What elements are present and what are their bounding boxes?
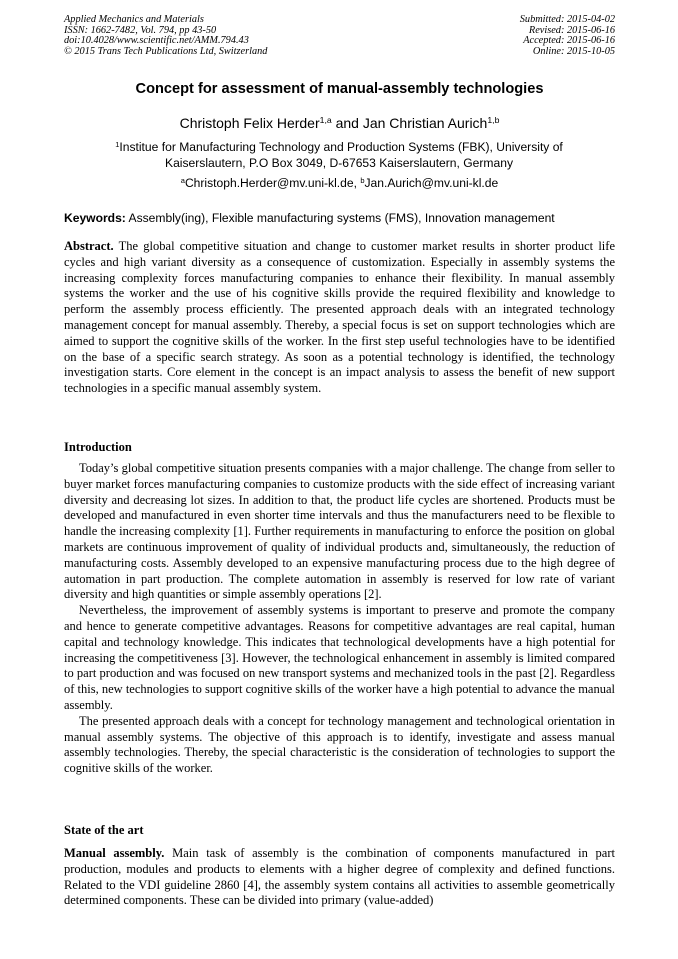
affiliation-text: Institue for Manufacturing Technology and Production Systems (FBK), University of Kaiserslautern, P.O Box 3049, D-67653 Kaiserslautern, Germany bbox=[119, 140, 563, 170]
affiliation-marker: 1 bbox=[115, 139, 120, 149]
paragraph: The presented approach deals with a concept for technology management and technological orientation in manual assembly systems. The objective of this approach is to identify, investigate and assess manual assembly technologies. Thereby, the special characteristic is the consideration of technologies to support the cognitive skills of the worker. bbox=[64, 713, 615, 776]
email-link[interactable]: Jan.Aurich@mv.uni-kl.de bbox=[364, 176, 499, 190]
issn: ISSN: 1662-7482, Vol. 794, pp 43-50 bbox=[64, 24, 217, 36]
online-date: Online: 2015-10-05 bbox=[532, 45, 615, 57]
journal-name: Applied Mechanics and Materials bbox=[64, 14, 204, 25]
author-list bbox=[64, 115, 615, 131]
author-name: Christoph Felix Herder bbox=[179, 115, 320, 131]
publication-dates bbox=[520, 15, 615, 57]
author-joiner: and bbox=[331, 115, 363, 131]
accepted-date: Accepted: 2015-06-16 bbox=[523, 35, 615, 47]
email-marker: a bbox=[180, 175, 185, 185]
submitted-date: Submitted: 2015-04-02 bbox=[519, 14, 615, 25]
abstract-label: Abstract. bbox=[64, 239, 114, 253]
copyright: © 2015 Trans Tech Publications Ltd, Switzerland bbox=[64, 45, 268, 57]
email-link[interactable]: Christoph.Herder@mv.uni-kl.de, bbox=[184, 176, 361, 190]
keywords-text: Assembly(ing), Flexible manufacturing systems (FMS), Innovation management bbox=[125, 211, 555, 225]
abstract-text: The global competitive situation and change to customer market results in shorter product life cycles and high variant diversity as a consequence of customization. Especially in assembly systems the increasing complexity forces manufacturing companies to enhance their flexibility. In manual assembly systems the worker and the use of his cognitive skills provide the required flexibility and knowledge to perform the assembly process efficiently. The presented approach deals with an integrated technology management concept for manual assembly. Thereby, a special focus is set on support technologies which are aimed to support the cognitive skills of the worker. In the first step useful technologies have to be identified on the base of a specific search strategy. As soon as a potential technology is identified, the technology investigation starts. Core element in the concept is an impact analysis to assess the benefit of new support technologies in a specific manual assembly system. bbox=[64, 239, 615, 396]
author-name: Jan Christian Aurich bbox=[362, 115, 488, 131]
author-affiliation-marker: 1,b bbox=[487, 115, 500, 126]
section-heading: Introduction bbox=[64, 440, 132, 454]
subsection-lead: Manual assembly. bbox=[64, 846, 165, 860]
paragraph: Today’s global competitive situation presents companies with a major challenge. The change from seller to buyer market forces manufacturing companies to customize products with the side effect of increasing variant diversity and decreasing lot sizes. In addition to that, the product life cycles are shortened. Products must be developed and manufactured in even shorter time intervals and thus the manufacturers need to be flexible to handle the increasing complexity [1]. Further requirements in manufacturing to enforce the position on global markets are continuous improvement of quality of individual products and, simultaneously, the reduction of manufacturing costs. Assembly developed to an expensive manufacturing process due to the high degree of automation in part production. The complete automation in assembly is reserved for low rate of variant diversity and high quantities or simple assembly operations [2]. bbox=[64, 461, 615, 602]
section-heading: State of the art bbox=[64, 823, 144, 837]
author-affiliation-marker: 1,a bbox=[319, 115, 332, 126]
paragraph: Nevertheless, the improvement of assembly systems is important to preserve and promote the company and hence to generate competitive advantages. Reasons for competitive advantages are real capital, human capital and technology knowledge. This indicates that technological developments have a high potential for increasing the competitiveness [3]. However, the technological enhancement in assembly is limited compared to part production and was focused on new transport systems and mechanized tools in the past [2]. Regardless of this, new technologies to support cognitive skills of the worker have a high potential to advance the manual assembly. bbox=[64, 603, 615, 712]
state-of-art-body bbox=[64, 846, 615, 909]
keywords bbox=[64, 211, 615, 225]
revised-date: Revised: 2015-06-16 bbox=[528, 24, 615, 36]
keywords-label: Keywords: bbox=[64, 211, 126, 225]
affiliation bbox=[100, 139, 578, 171]
paper-title: Concept for assessment of manual-assembly technologies bbox=[135, 81, 544, 97]
journal-info bbox=[64, 15, 267, 57]
doi: doi:10.4028/www.scientific.net/AMM.794.43 bbox=[64, 35, 249, 47]
email-marker: b bbox=[360, 175, 365, 185]
author-emails bbox=[64, 176, 615, 190]
abstract bbox=[64, 239, 615, 397]
paragraph: Main task of assembly is the combination of components manufactured in part production, modules and products to elements with a higher degree of complexity and defined functions. Related to the VDI guideline 2860 [4], the assembly system contains all activities to assemble geometrically determined components. These can be divided into primary (value-added) bbox=[64, 846, 615, 908]
introduction-body bbox=[64, 461, 615, 777]
